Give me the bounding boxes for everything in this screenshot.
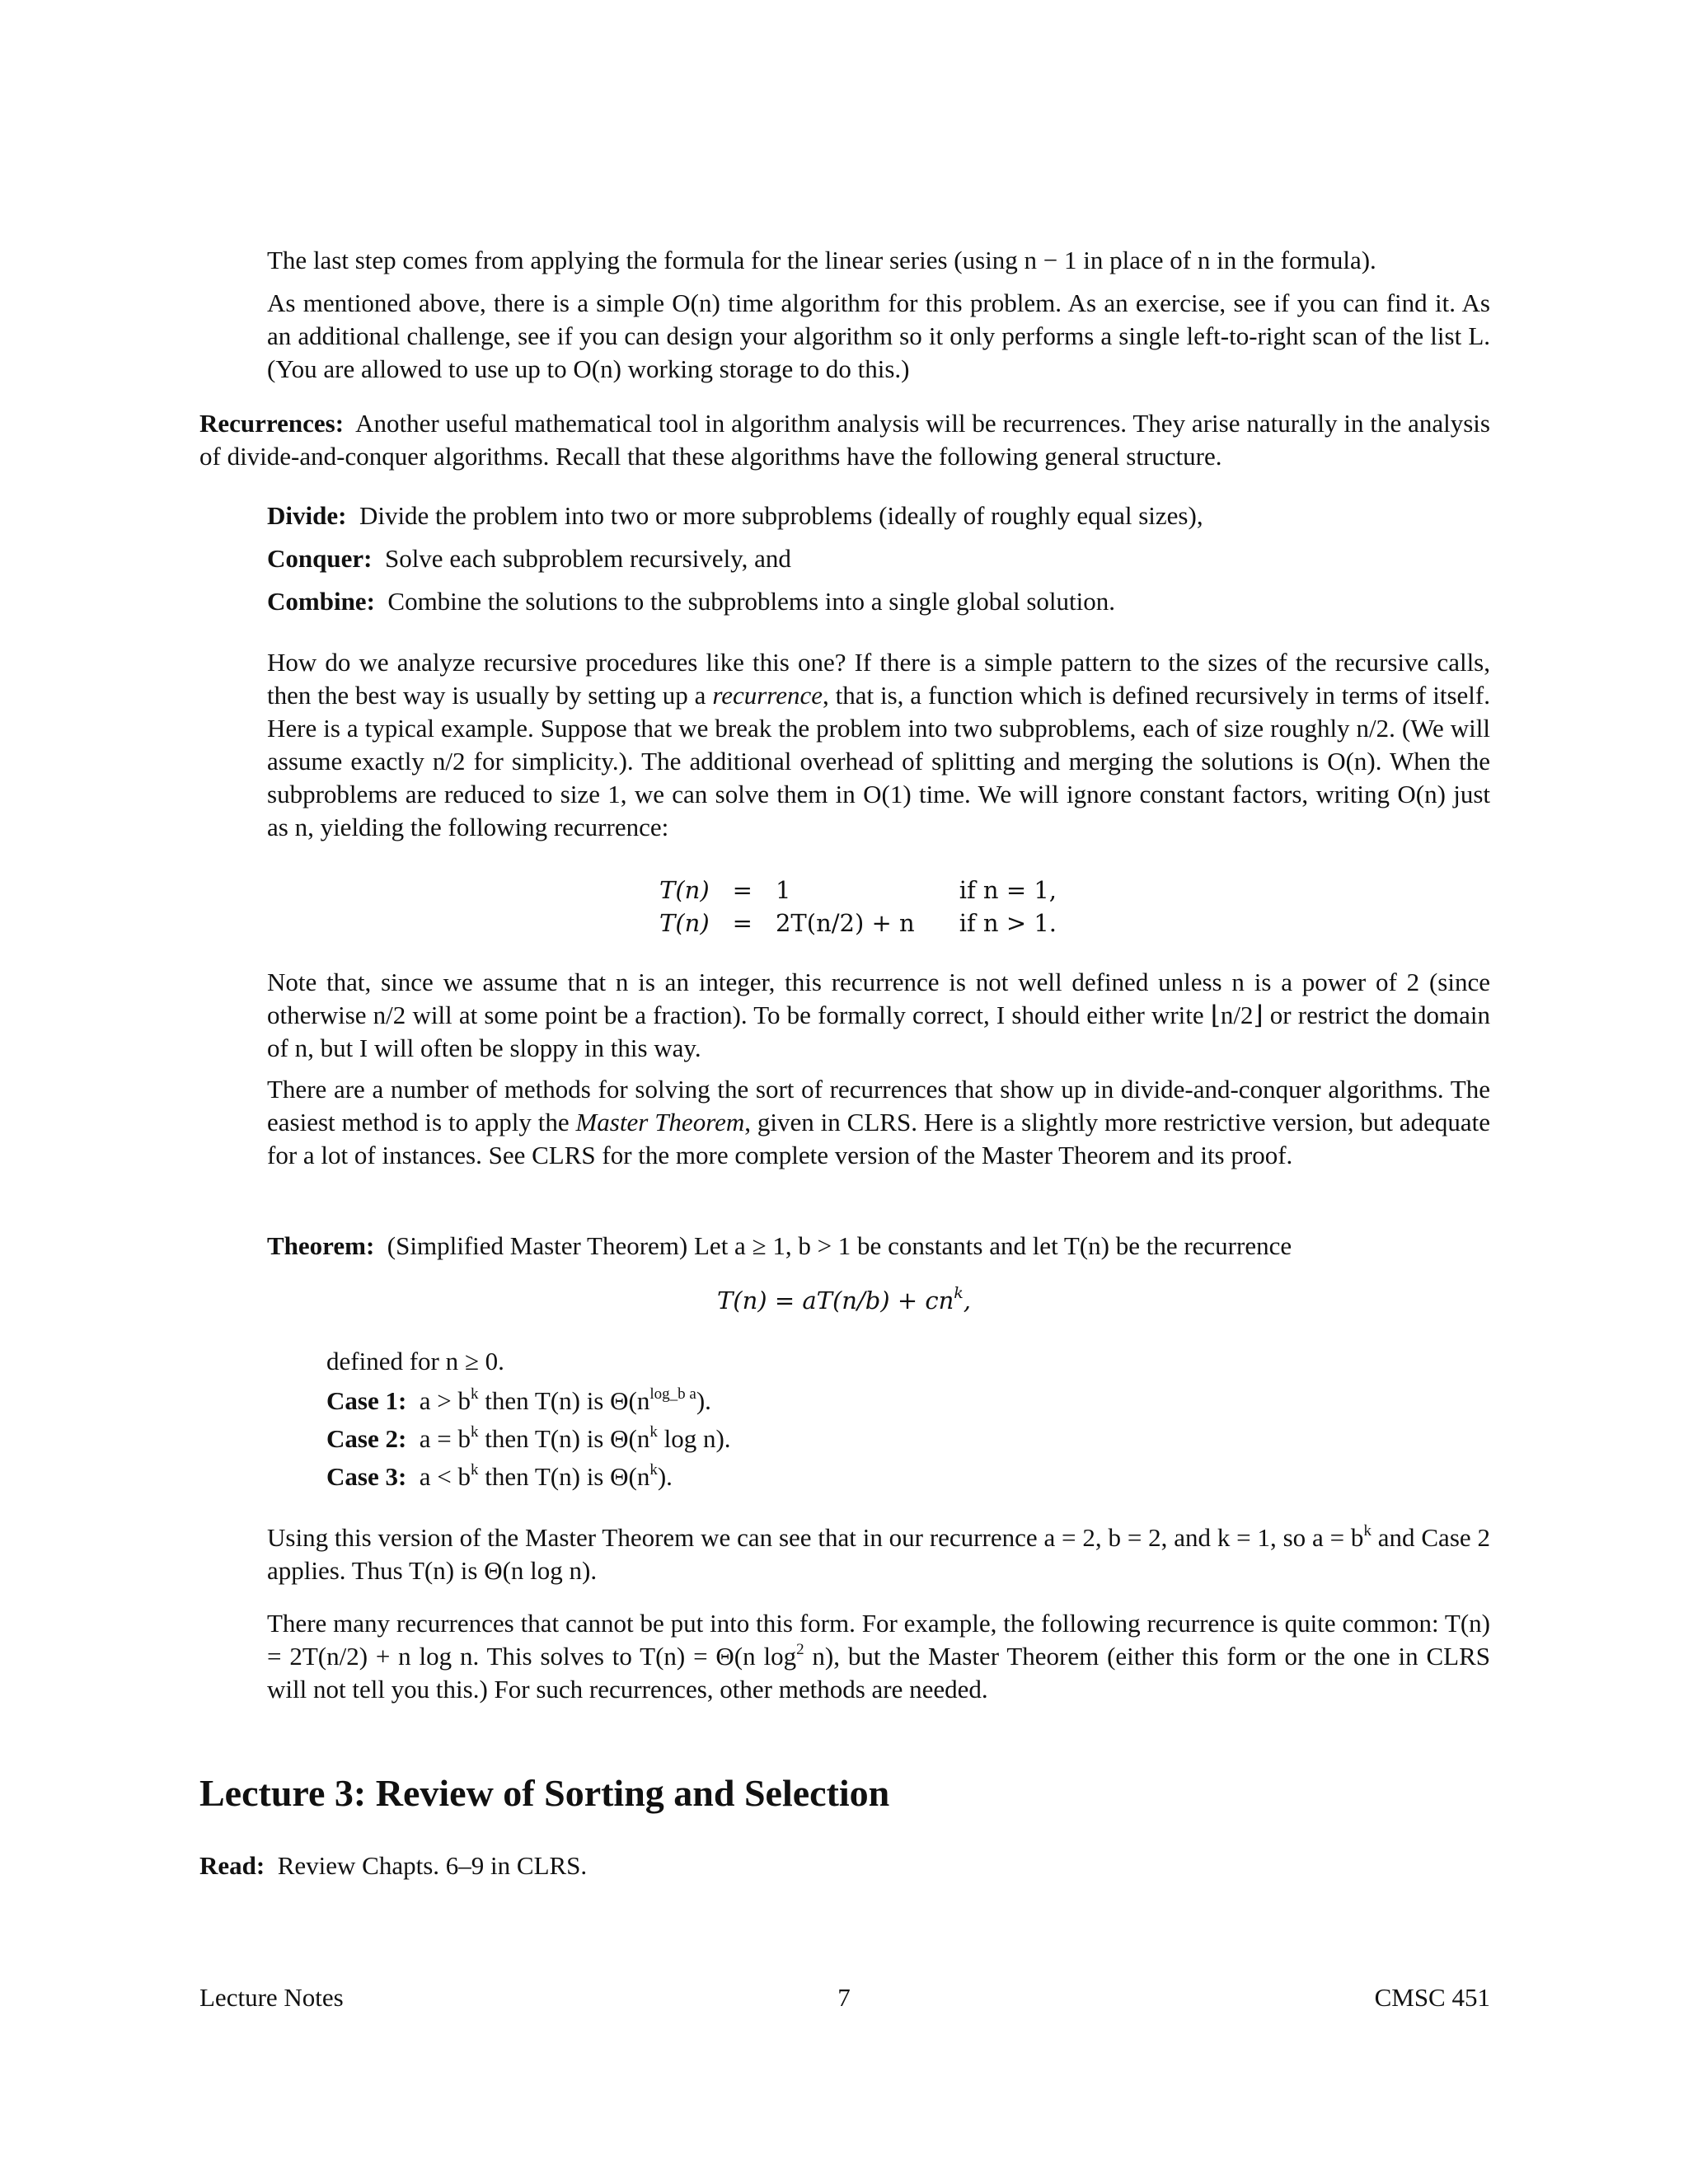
read-label: Read: <box>199 1851 265 1880</box>
step-label: Conquer: <box>267 544 373 573</box>
footer-left: Lecture Notes <box>199 1983 344 2012</box>
theorem-text: (Simplified Master Theorem) Let a ≥ 1, b > 1 be constants and let T(n) be the recurrence <box>387 1231 1292 1260</box>
emphasis-recurrence: recurrence <box>712 681 823 710</box>
case-result-end: ). <box>696 1386 711 1415</box>
paragraph-linear-series <box>267 244 1490 277</box>
case-exponent: k <box>471 1423 479 1441</box>
case-result-end: log n). <box>657 1424 731 1453</box>
case-result-exponent: k <box>649 1461 658 1479</box>
paragraph-text: and Case 2 applies. Thus T(n) is Θ(n log n). <box>267 1523 1490 1585</box>
equation-op: = <box>732 909 753 937</box>
step-conquer <box>267 542 1490 575</box>
recurrences-item <box>199 407 1490 473</box>
exponent: 2 <box>796 1641 804 1658</box>
case-result-exponent: log_b a <box>649 1385 696 1403</box>
equation-condition: if n = 1, <box>959 876 1057 904</box>
paragraph-text: How do we analyze recursive procedures like this one? If there is a simple pattern to the sizes of the recursive calls, then the best way is usually by setting up a <box>267 648 1490 710</box>
case-result: then T(n) is Θ(n <box>478 1424 650 1453</box>
equation-row <box>659 907 1068 940</box>
case-condition: a < b <box>419 1462 471 1491</box>
paragraph-other-recurrences <box>267 1607 1490 1706</box>
step-combine <box>267 585 1490 618</box>
case-result-end: ). <box>657 1462 673 1491</box>
equation-body: T(n) = aT(n/b) + cn <box>716 1286 954 1315</box>
case-label: Case 2: <box>326 1424 407 1453</box>
equation-rhs: 2T(n/2) + n <box>775 909 915 937</box>
emphasis-master-theorem: Master Theorem <box>575 1108 745 1137</box>
case-label: Case 3: <box>326 1462 407 1491</box>
case-2 <box>326 1422 1480 1455</box>
paragraph-methods <box>267 1073 1490 1172</box>
equation-condition: if n > 1. <box>959 909 1057 937</box>
step-text: Divide the problem into two or more subproblems (ideally of roughly equal sizes), <box>359 501 1203 530</box>
step-label: Divide: <box>267 501 347 530</box>
footer-page-number: 7 <box>837 1983 851 2012</box>
equation-op: = <box>732 876 753 904</box>
equation-tail: , <box>963 1286 972 1315</box>
paragraph-exercise <box>267 287 1490 386</box>
read-line <box>199 1849 587 1882</box>
case-result: then T(n) is Θ(n <box>478 1386 650 1415</box>
paragraph-text: n), but the Master Theorem (either this form or the one in CLRS will not tell you this.) For such recurrences, other methods are needed. <box>267 1642 1490 1704</box>
equation-lhs: T(n) <box>659 909 710 937</box>
case-label: Case 1: <box>326 1386 407 1415</box>
case-1 <box>326 1385 1480 1418</box>
theorem-label: Theorem: <box>267 1231 375 1260</box>
paragraph-text: , that is, a function which is defined recursively in terms of itself. Here is a typical example. Suppose that we break the problem into two subproblems, each of size roughly n/2. (We will assume exactly n/2 for simplicity.). The additional overhead of splitting and merging the solutions is O(n). When the subproblems are reduced to size 1, we can solve them in O(1) time. We will ignore constant factors, writing O(n) just as n, yielding the following recurrence: <box>267 681 1490 841</box>
master-equation <box>0 1284 1688 1317</box>
paragraph-text: , given in CLRS. Here is a slightly more restrictive version, but adequate for a lot of instances. See CLRS for the more complete version of the Master Theorem and its proof. <box>267 1108 1491 1169</box>
paragraph-text: There many recurrences that cannot be put into this form. For example, the following recurrence is quite common: T(n) = 2T(n/2) + n log n. This solves to T(n) = Θ(n log <box>267 1609 1490 1671</box>
paragraph-apply-theorem <box>267 1521 1490 1587</box>
step-divide <box>267 499 1490 532</box>
paragraph-text: Note that, since we assume that n is an integer, this recurrence is not well defined unless n is a power of 2 (since otherwise n/2 will at some point be a fraction). To be formally correct, I should either write ⌊n/2⌋ or restrict the domain of n, but I will often be sloppy in this way. <box>267 968 1490 1062</box>
paragraph-note <box>267 966 1490 1065</box>
step-text: Solve each subproblem recursively, and <box>384 544 791 573</box>
case-condition: a = b <box>419 1424 471 1453</box>
step-label: Combine: <box>267 587 375 616</box>
step-text: Combine the solutions to the subproblems into a single global solution. <box>387 587 1115 616</box>
theorem-defined-for <box>326 1345 1480 1378</box>
case-exponent: k <box>471 1385 479 1403</box>
paragraph-text: There are a number of methods for solving the sort of recurrences that show up in divide-and-conquer algorithms. The easiest method is to apply the <box>267 1075 1490 1137</box>
recurrences-text: Another useful mathematical tool in algorithm analysis will be recurrences. They arise naturally in the analysis of divide-and-conquer algorithms. Recall that these algorithms have the following general structure. <box>199 409 1490 471</box>
paragraph-text: As mentioned above, there is a simple O(n) time algorithm for this problem. As an exercise, see if you can find it. As an additional challenge, see if you can design your algorithm so it only performs a single left-to-right scan of the list L. (You are allowed to use up to O(n) working storage to do this.) <box>267 288 1490 383</box>
equation-lhs: T(n) <box>659 876 710 904</box>
case-result-exponent: k <box>649 1423 658 1441</box>
paragraph-text: Using this version of the Master Theorem we can see that in our recurrence a = 2, b = 2, and k = 1, so a = b <box>267 1523 1364 1552</box>
lecture-heading: Lecture 3: Review of Sorting and Selection <box>199 1772 890 1814</box>
equation-row <box>659 874 1068 907</box>
case-3 <box>326 1460 1480 1493</box>
read-text: Review Chapts. 6–9 in CLRS. <box>277 1851 588 1880</box>
equation-exponent: k <box>954 1284 964 1302</box>
equation-rhs: 1 <box>775 876 791 904</box>
theorem-statement <box>267 1230 1490 1263</box>
defined-text: defined for n ≥ 0. <box>326 1347 504 1376</box>
paragraph-analyze <box>267 646 1490 844</box>
paragraph-text: The last step comes from applying the formula for the linear series (using n − 1 in place of n in the formula). <box>267 246 1376 274</box>
case-exponent: k <box>471 1461 479 1479</box>
case-condition: a > b <box>419 1386 471 1415</box>
footer-right: CMSC 451 <box>1374 1983 1490 2012</box>
recurrences-label: Recurrences: <box>199 409 345 438</box>
recurrence-equation <box>659 874 1068 940</box>
exponent: k <box>1363 1522 1372 1540</box>
case-result: then T(n) is Θ(n <box>478 1462 650 1491</box>
